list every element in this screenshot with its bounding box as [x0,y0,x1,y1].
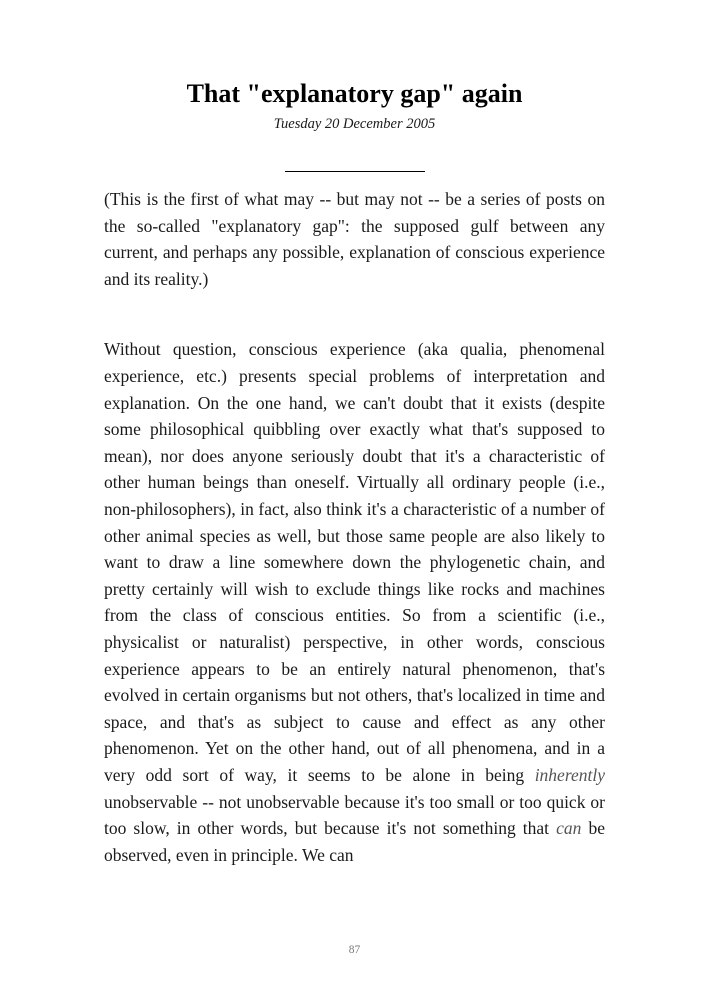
page-number: 87 [348,944,361,956]
paragraph-body-text: Without question, conscious experience (aka qualia, phenomenal experience, etc.) presents special problems of interpretation and explanation. On the one hand, we can't doubt that it exists (despite some philosophical quibbling over exactly what that's supposed to mean), nor does anyone seriously doubt that it's a characteristic of other human beings than oneself. Virtually all ordinary people (i.e., non-philosophers), in fact, also think it's a characteristic of a number of other animal species as well, but those same people are also likely to want to draw a line somewhere down the phylogenetic chain, and pretty certainly will wish to exclude things like rocks and machines from the class of conscious entities. So from a scientific (i.e., physicalist or naturalist) perspective, in other words, conscious experience appears to be an entirely natural phenomenon, that's evolved in certain organisms but not others, that's localized in time and space, and that's as subject to cause and effect as any other phenomenon. Yet on the other hand, out of all phenomena, and in a very odd sort of way, it seems to be alone in being [104,339,605,785]
italic-word-can: can [556,818,582,839]
paragraph-body [104,336,605,868]
section-divider [285,171,425,173]
page-title: That "explanatory gap" again [186,79,523,108]
paragraph-body-text: be observed, even in principle. We can [104,818,605,865]
post-date: Tuesday 20 December 2005 [273,115,436,132]
italic-word-inherently: inherently [534,764,605,785]
paragraph-intro: (This is the first of what may -- but may not -- be a series of posts on the so-called "explanatory gap": the supposed gulf between any current, and perhaps any possible, explanation of conscious experience and its reality.) [104,189,605,289]
paragraph-body-text: unobservable -- not unobservable because it's too small or too quick or too slow, in other words, but because it's not something that [104,791,605,839]
